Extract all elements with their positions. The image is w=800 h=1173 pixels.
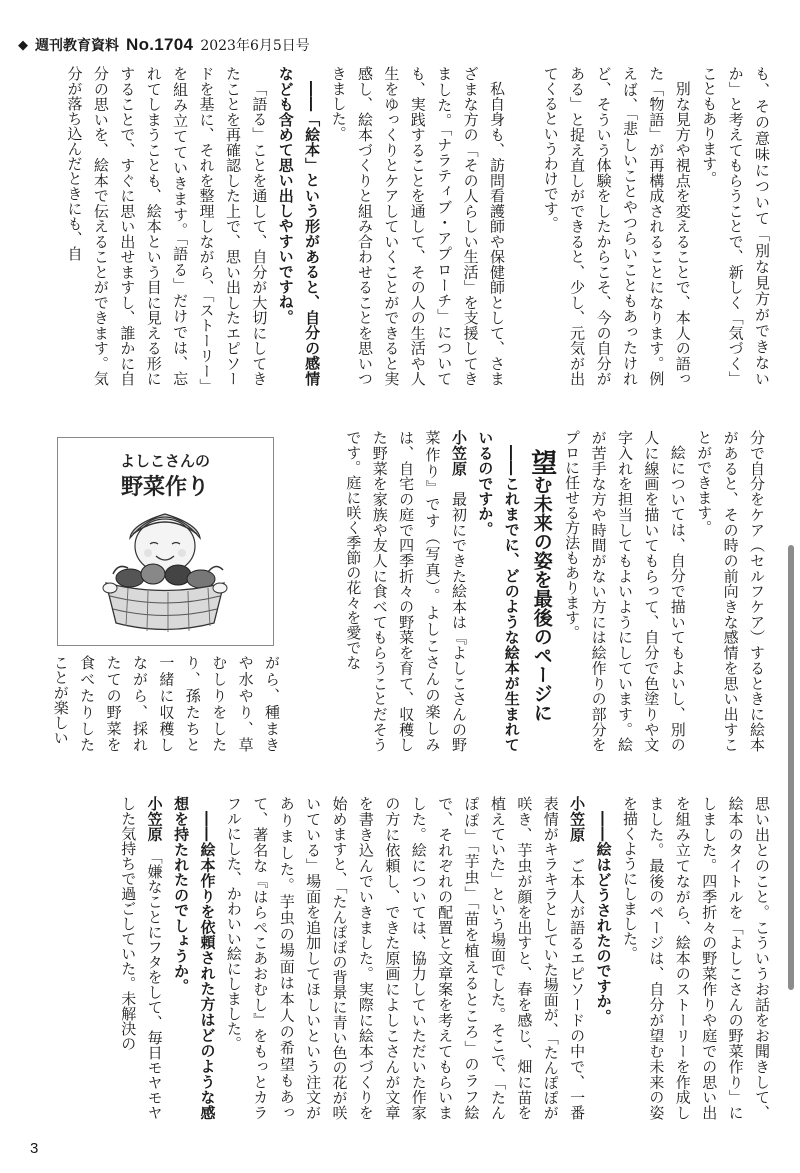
paragraph: 私自身も、訪問看護師や保健師として、さまざまな方の「その人らしい生活」を支援してきました。「ナラティブ・アプローチ」についても、実践することを通して、その人の生活や人生をゆっくりとケアしていくことができると実感し、絵本づくりと組み合わせることを思いつきました。 (329, 66, 506, 386)
book-cover-photo (57, 437, 274, 646)
picture-book-illustration (58, 438, 273, 645)
page-number: 3 (30, 1140, 39, 1157)
paragraph (220, 796, 590, 1120)
speaker-name: 小笠原 (145, 796, 164, 842)
scrollbar[interactable] (788, 545, 794, 990)
paragraph (340, 430, 472, 752)
heading-initial: 望 (526, 449, 557, 475)
answer-text: 「嫌なことにフタをして、毎日モヤモヤした気持ちで過ごしていた。未解決の (119, 796, 164, 1120)
paragraph: 絵については、自分で描いてもよいし、別の人に線画を描いてもらって、自分で色塗りや文字入れを担当してもよいようにしています。絵が苦手な方や時間がない方には絵作りの部分をプロに任せる方法もあります。 (563, 430, 687, 752)
paragraph: 分で自分をケア（セルフケア）するときに絵本があると、その時の前向きな感情を思い出すことができます。 (695, 430, 766, 752)
paragraph: も、その意味について「別な見方ができないか」と考えてもらうことで、新しく「気づく」こともあります。 (700, 66, 771, 386)
paragraph: 思い出とのこと。こういうお話をお聞きして、絵本のタイトルを「よしこさんの野菜作り」にしました。四季折々の野菜作りや庭での思い出を組み立てながら、絵本のストーリーを作成しました。最後のページは、自分が望む未来の姿を描くようにしました。 (620, 796, 771, 1120)
row2-column (290, 430, 770, 752)
section-heading (525, 430, 559, 752)
issue-date: 2023年6月5日号 (200, 38, 310, 54)
row2-lower-column (45, 655, 285, 752)
row3-column (45, 796, 775, 1120)
interview-question: ――これまでに、どのような絵本が生まれているのですか。 (476, 430, 521, 752)
paragraph: がら、種まきや水やり、草むしりをしたり、孫たちと一緒に収穫しながら、採れたての野菜を食べたりしたことが楽しい (51, 655, 281, 752)
interview-question: ――絵はどうされたのですか。 (594, 811, 613, 1024)
diamond-icon: ◆ (18, 37, 28, 53)
row1-left-column (45, 66, 510, 386)
interview-question: ――「絵本」という形があると、自分の感情なども含めて思い出しやすいですね。 (276, 66, 322, 386)
paragraph: 「語る」ことを通して、自分が大切にしてきたことを再確認した上で、思い出したエピソードを基に、それを整理しながら、「ストーリー」を組み立てていきます。「語る」だけでは、忘れてしまうことも、絵本という目に見える形にすることで、すぐに思い出せますし、誰かに自分の思いを、絵本で伝えることができます。気分が落ち込んだときにも、自 (65, 66, 269, 386)
heading-text: む未来の姿を最後のページに (530, 475, 553, 722)
answer-text: 最初にできた絵本は『よしこさんの野菜作り』です（写真）。よしこさんの楽しみは、自宅の庭で四季折々の野菜を育て、収穫した野菜を家族や友人に食べてもらうことだそうです。庭に咲く季節の花々を愛でな (344, 430, 468, 752)
cover-title-line2: 野菜作り (120, 475, 210, 500)
issue-number: No.1704 (126, 35, 194, 54)
publication-name: 週刊教育資料 (35, 38, 119, 54)
interview-question: ――絵本作りを依頼された方はどのような感想を持たれたのでしょうか。 (172, 796, 217, 1120)
row1-right-column (525, 66, 775, 386)
speaker-name: 小笠原 (568, 796, 587, 843)
page-header (18, 34, 310, 56)
answer-text: ご本人が語るエピソードの中で、一番表情がキラキラとしていた場面が、「たんぽぽが咲き、芋虫が顔を出すと、春を感じ、畑に苗を植えていた」という場面でした。そこで、「たんぽぽ」「芋虫」「苗を植えるところ」のラフ絵で、それぞれの配置と文章案を考えてもらいました。絵については、協力していただいた作家の方に依頼し、できた原画によしこさんが文章を書き込んでいきました。実際に絵本づくりを始めますと、「たんぽぽの背景に青い色の花が咲いている」場面を追加してほしいという注文がありました。芋虫の場面は本人の希望もあって、著名な『はらぺこあおむし』をもっとカラフルにした、かわいい絵にしました。 (224, 796, 587, 1120)
cover-title-line1: よしこさんの (119, 452, 211, 470)
paragraph (115, 796, 168, 1120)
speaker-name: 小笠原 (449, 430, 468, 477)
paragraph: 別な見方や視点を変えることで、本人の語った「物語」が再構成されることになります。例えば、「悲しいことやつらいこともあったけれど、そういう体験をしたからこそ、今の自分がある」と捉え直しができると、少し、元気が出てくるというわけです。 (541, 66, 692, 386)
